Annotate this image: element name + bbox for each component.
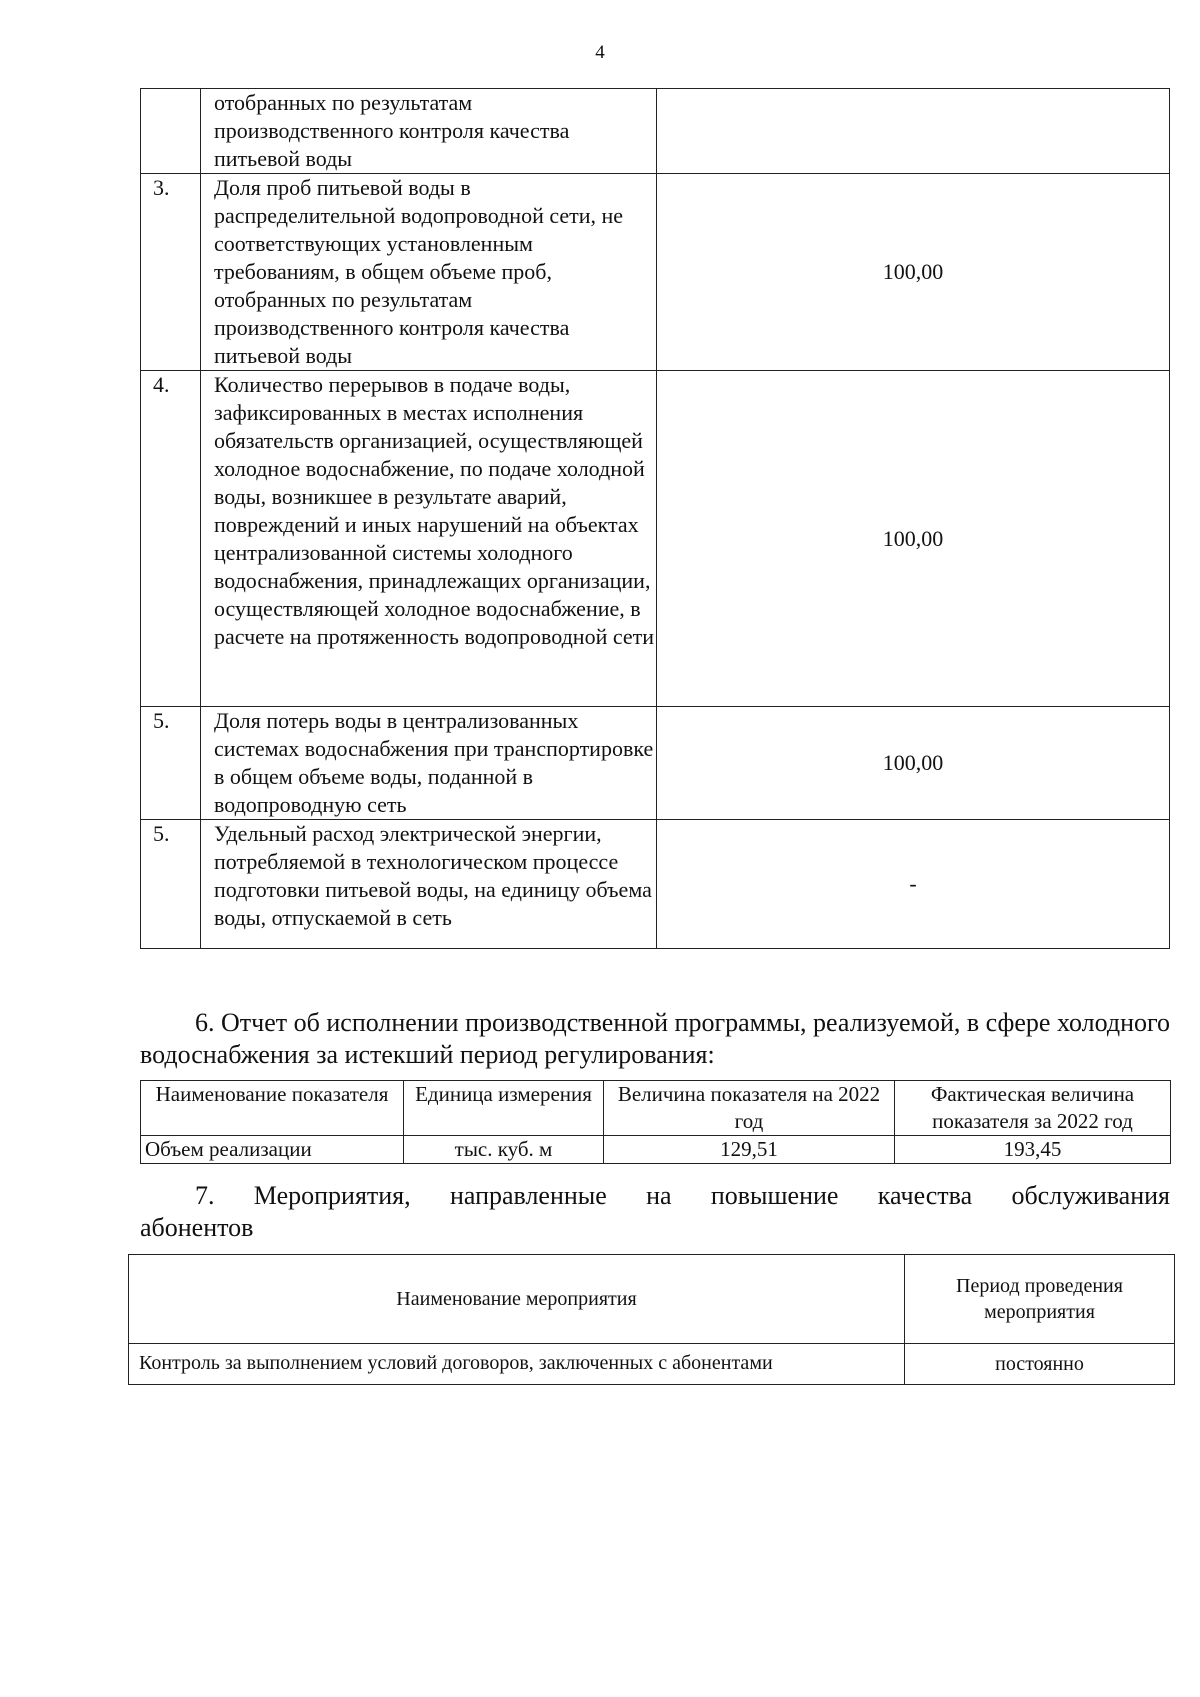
column-header: Фактическая величина показателя за 2022 год: [895, 1081, 1171, 1136]
table-header-row: [129, 1255, 1175, 1344]
section-7-text: 7. Мероприятия, направленные на повышение качества обслуживания: [195, 1181, 1170, 1210]
table-cell: тыс. куб. м: [404, 1136, 604, 1164]
table-row: [141, 174, 1170, 371]
indicator-value: 100,00: [657, 371, 1170, 707]
activities-table: [128, 1254, 1175, 1385]
row-number: 3.: [141, 174, 201, 371]
column-header: Период проведения мероприятия: [905, 1255, 1175, 1344]
activity-name: Контроль за выполнением условий договоров, заключенных с абонентами: [129, 1344, 905, 1385]
table-row: [141, 820, 1170, 949]
section-7-heading-line1: [140, 1180, 1170, 1212]
table-cell: Объем реализации: [141, 1136, 404, 1164]
indicator-name: Доля проб питьевой воды в распределительной водопроводной сети, не соответствующих установленным требованиям, в общем объеме проб, отобранных по результатам производственного контроля качества питьевой воды: [201, 174, 657, 371]
section-6-heading: [140, 1007, 1170, 1071]
table-row: [141, 371, 1170, 707]
table-row: [129, 1344, 1175, 1385]
row-number: 4.: [141, 371, 201, 707]
activity-period: постоянно: [905, 1344, 1175, 1385]
indicator-name: Удельный расход электрической энергии, потребляемой в технологическом процессе подготовки питьевой воды, на единицу объема воды, отпускаемой в сеть: [201, 820, 657, 949]
table-cell: 129,51: [604, 1136, 895, 1164]
indicator-value: 100,00: [657, 174, 1170, 371]
column-header: Наименование мероприятия: [129, 1255, 905, 1344]
program-report-table: [140, 1080, 1171, 1164]
indicators-table: [140, 88, 1170, 949]
indicator-value: [657, 89, 1170, 174]
column-header: Величина показателя на 2022 год: [604, 1081, 895, 1136]
table-cell: 193,45: [895, 1136, 1171, 1164]
row-number: 5.: [141, 707, 201, 820]
row-number: [141, 89, 201, 174]
indicator-name: Доля потерь воды в централизованных системах водоснабжения при транспортировке в общем объеме воды, поданной в водопроводную сеть: [201, 707, 657, 820]
indicator-value: -: [657, 820, 1170, 949]
table-header-row: [141, 1081, 1171, 1136]
indicator-name: Количество перерывов в подаче воды, зафиксированных в местах исполнения обязательств организацией, осуществляющей холодное водоснабжение, по подаче холодной воды, возникшее в результате аварий, повреждений и иных нарушений на объектах централизованной системы холодного водоснабжения, принадлежащих организации, осуществляющей холодное водоснабжение, в расчете на протяженность водопроводной сети: [201, 371, 657, 707]
table-row: [141, 707, 1170, 820]
column-header: Наименование показателя: [141, 1081, 404, 1136]
indicator-value: 100,00: [657, 707, 1170, 820]
row-number: 5.: [141, 820, 201, 949]
table-row: [141, 89, 1170, 174]
page-number: 4: [595, 42, 605, 63]
column-header: Единица измерения: [404, 1081, 604, 1136]
section-6-text: 6. Отчет об исполнении производственной программы, реализуемой, в сфере холодного водоснабжения за истекший период регулирования:: [140, 1008, 1170, 1069]
indicator-name: отобранных по результатам производственного контроля качества питьевой воды: [201, 89, 657, 174]
section-7-heading-line2: абонентов: [140, 1213, 254, 1242]
table-row: [141, 1136, 1171, 1164]
